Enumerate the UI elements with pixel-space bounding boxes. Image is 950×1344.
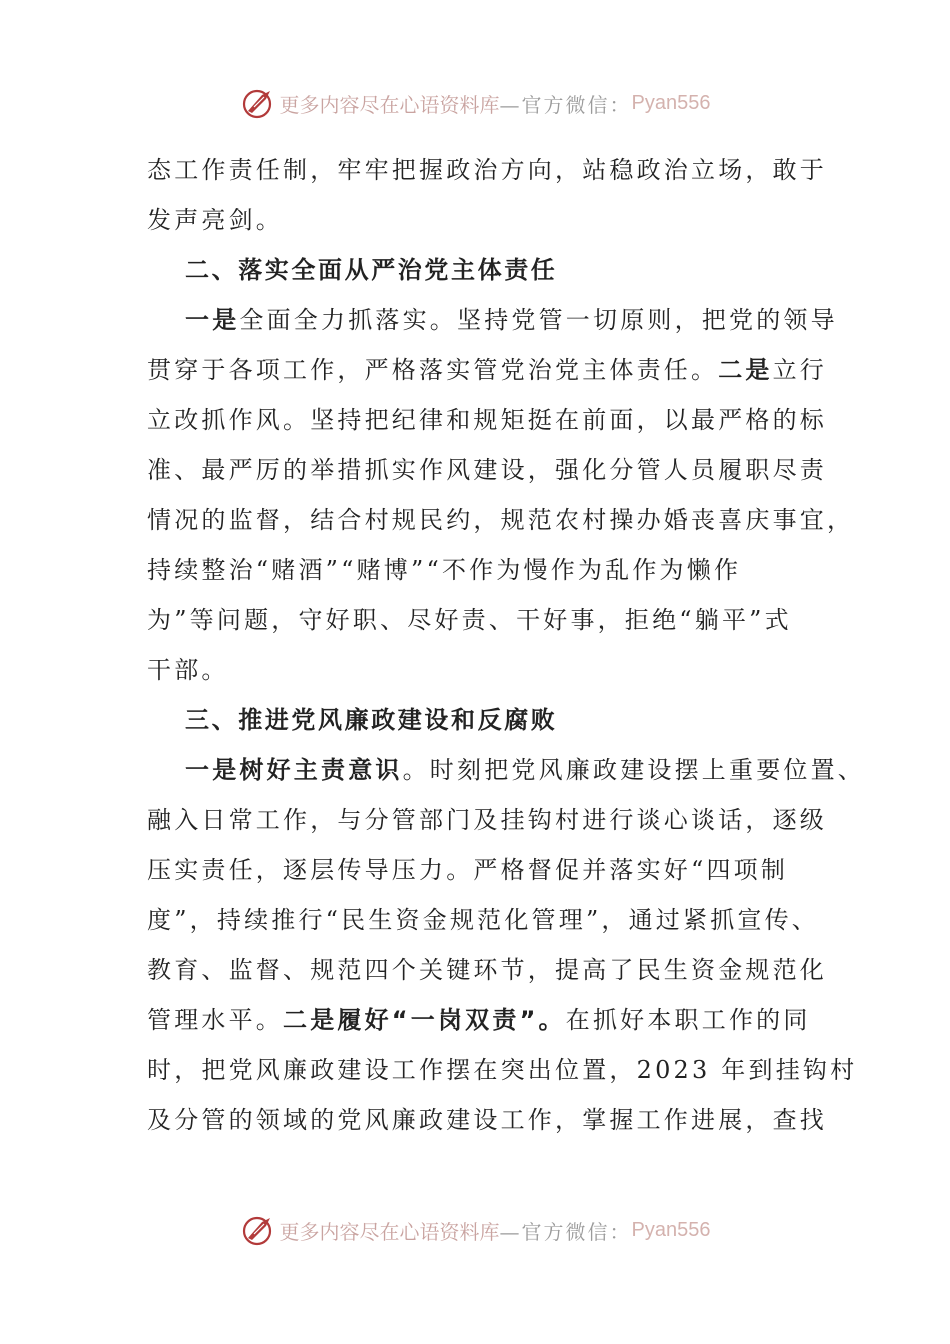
bold-text-segment: 一是树好主责意识: [185, 756, 403, 784]
paragraph-line: [147, 145, 837, 195]
text-segment: 教育、监督、规范四个关键环节，提高了民生资金规范化: [147, 956, 827, 984]
paragraph-line: [147, 595, 837, 645]
paragraph-line: [147, 1095, 837, 1145]
quill-logo-icon: [240, 1212, 276, 1248]
header-official-text: —官方微信：: [499, 92, 632, 117]
paragraph-line: [147, 345, 837, 395]
paragraph-line: [147, 795, 837, 845]
text-segment: 准、最严厉的举措抓实作风建设，强化分管人员履职尽责: [147, 456, 827, 484]
text-segment: 。时刻把党风廉政建设摆上重要位置、: [402, 756, 866, 784]
text-segment: 态工作责任制，牢牢把握政治方向，站稳政治立场，敢于: [147, 156, 827, 184]
text-segment: 干部。: [147, 656, 229, 684]
paragraph-line: [147, 545, 837, 595]
text-segment: 管理水平。: [147, 1006, 283, 1034]
header-brand-text: 更多内容尽在心语资料库: [279, 92, 500, 117]
text-segment: 贯穿于各项工作，严格落实管党治党主体责任。: [147, 356, 719, 384]
paragraph-line: [147, 1045, 858, 1095]
text-segment: 及分管的领域的党风廉政建设工作，掌握工作进展，查找: [147, 1106, 827, 1134]
bold-text-segment: 一是: [185, 306, 240, 334]
text-segment: 度”，持续推行“民生资金规范化管理”，通过紧抓宣传、: [147, 906, 820, 934]
text-segment: 在抓好本职工作的同: [565, 1006, 811, 1034]
text-segment: 情况的监督，结合村规民约，规范农村操办婚丧喜庆事宜，: [147, 506, 855, 534]
quill-logo-icon: [240, 85, 276, 121]
text-segment: 立行: [772, 356, 828, 384]
text-segment: 为”等问题，守好职、尽好责、干好事，拒绝“躺平”式: [147, 606, 792, 634]
bold-text-segment: 二、落实全面从严治党主体责任: [185, 256, 558, 284]
paragraph-line: [147, 845, 837, 895]
paragraph-line: [147, 645, 837, 695]
paragraph-line: [147, 195, 837, 245]
footer-banner: [0, 1210, 950, 1250]
section-heading: [147, 695, 837, 745]
footer-brand-text: 更多内容尽在心语资料库: [279, 1219, 500, 1244]
paragraph-line: [147, 945, 837, 995]
header-banner: [0, 83, 950, 123]
text-segment: 压实责任，逐层传导压力。严格督促并落实好“四项制: [147, 856, 789, 884]
paragraph-line: [147, 395, 837, 445]
text-segment: 持续整治“赌酒”“赌博”“不作为慢作为乱作为懒作: [147, 556, 742, 584]
paragraph-line: [147, 895, 837, 945]
footer-official-text: —官方微信：: [499, 1219, 632, 1244]
bold-text-segment: 二是履好“一岗双责”。: [283, 1006, 566, 1034]
document-body: [147, 145, 866, 1145]
paragraph-line: [147, 995, 837, 1045]
paragraph-line: [147, 295, 837, 345]
section-heading: [147, 245, 837, 295]
bold-text-segment: 三、推进党风廉政建设和反腐败: [185, 706, 558, 734]
bold-text-segment: 二是: [718, 356, 773, 384]
text-segment: 发声亮剑。: [147, 206, 283, 234]
paragraph-line: [147, 495, 855, 545]
header-wechat-id: Pyan556: [631, 91, 711, 114]
text-segment: 时，把党风廉政建设工作摆在突出位置，2023 年到挂钩村: [147, 1056, 858, 1084]
text-segment: 立改抓作风。坚持把纪律和规矩挺在前面，以最严格的标: [147, 406, 827, 434]
footer-wechat-id: Pyan556: [631, 1218, 711, 1241]
paragraph-line: [147, 445, 837, 495]
paragraph-line: [147, 745, 866, 795]
text-segment: 融入日常工作，与分管部门及挂钩村进行谈心谈话，逐级: [147, 806, 827, 834]
text-segment: 全面全力抓落实。坚持党管一切原则，把党的领导: [239, 306, 838, 334]
